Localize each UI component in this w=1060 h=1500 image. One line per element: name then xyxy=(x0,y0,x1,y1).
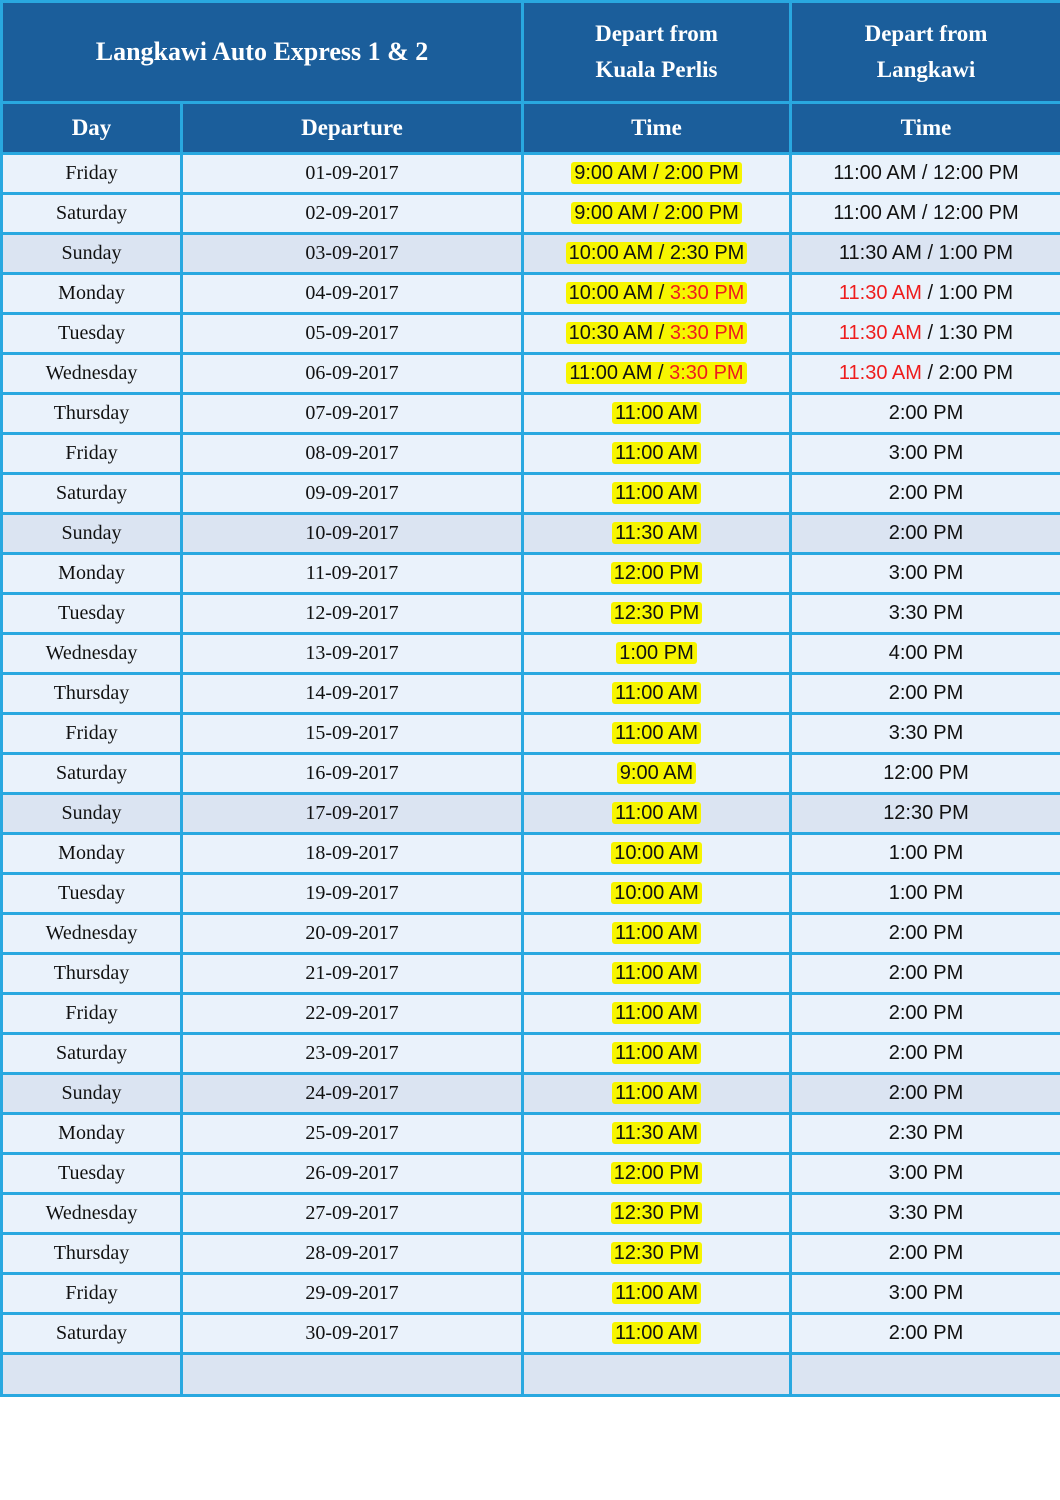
empty-cell xyxy=(523,1354,791,1396)
day-cell: Tuesday xyxy=(2,874,182,914)
time-segment: 3:30 PM xyxy=(888,602,964,624)
kuala-perlis-time-cell xyxy=(523,194,791,234)
departure-date-cell: 13-09-2017 xyxy=(182,634,523,674)
highlighted-time xyxy=(611,602,703,624)
highlighted-time xyxy=(612,402,701,424)
time-segment: 2:00 PM xyxy=(888,1082,964,1104)
day-cell: Tuesday xyxy=(2,314,182,354)
table-row xyxy=(2,1114,1060,1154)
day-cell: Tuesday xyxy=(2,1154,182,1194)
time-segment: 10:00 AM / xyxy=(568,282,670,304)
time-segment: 9:00 AM xyxy=(619,762,694,784)
table-row xyxy=(2,514,1060,554)
kuala-perlis-time-cell xyxy=(523,1114,791,1154)
day-cell: Friday xyxy=(2,1274,182,1314)
kuala-perlis-time-cell xyxy=(523,1314,791,1354)
langkawi-time-cell xyxy=(791,594,1060,634)
schedule-body xyxy=(2,154,1060,1396)
column-header-time-langkawi: Time xyxy=(791,103,1060,154)
time-segment: 3:30 PM xyxy=(669,322,745,344)
langkawi-time-cell xyxy=(791,714,1060,754)
time-segment: 2:00 PM xyxy=(888,1322,964,1344)
column-header-departure: Departure xyxy=(182,103,523,154)
header-depart-langkawi xyxy=(791,2,1060,103)
day-cell: Thursday xyxy=(2,394,182,434)
time-segment: 10:00 AM / 2:30 PM xyxy=(568,242,745,264)
time-segment: 2:00 PM xyxy=(888,962,964,984)
time-segment: 3:30 PM xyxy=(888,722,964,744)
langkawi-time-cell xyxy=(791,954,1060,994)
departure-date-cell: 10-09-2017 xyxy=(182,514,523,554)
empty-cell xyxy=(791,1354,1060,1396)
langkawi-time-cell xyxy=(791,794,1060,834)
time-segment: 11:00 AM xyxy=(614,922,699,944)
departure-date-cell: 17-09-2017 xyxy=(182,794,523,834)
departure-date-cell: 26-09-2017 xyxy=(182,1154,523,1194)
kuala-perlis-time-cell xyxy=(523,1274,791,1314)
day-cell: Friday xyxy=(2,154,182,194)
time-segment: 3:00 PM xyxy=(888,562,964,584)
table-row xyxy=(2,994,1060,1034)
kuala-perlis-time-cell xyxy=(523,234,791,274)
time-segment: 1:00 PM xyxy=(619,642,694,664)
kuala-perlis-time-cell xyxy=(523,674,791,714)
table-row xyxy=(2,594,1060,634)
day-cell: Monday xyxy=(2,1114,182,1154)
empty-cell xyxy=(182,1354,523,1396)
kuala-perlis-time-cell xyxy=(523,634,791,674)
day-cell: Sunday xyxy=(2,514,182,554)
time-segment: 2:00 PM xyxy=(888,522,964,544)
time-segment: 2:00 PM xyxy=(888,1002,964,1024)
table-row xyxy=(2,1234,1060,1274)
time-segment: 2:00 PM xyxy=(888,682,964,704)
table-row xyxy=(2,754,1060,794)
highlighted-time xyxy=(566,242,748,264)
highlighted-time xyxy=(616,642,696,664)
time-segment: 2:00 PM xyxy=(888,922,964,944)
time-segment: 12:30 PM xyxy=(613,1242,700,1264)
table-row xyxy=(2,714,1060,754)
langkawi-time-cell xyxy=(791,394,1060,434)
langkawi-time-cell xyxy=(791,1194,1060,1234)
highlighted-time xyxy=(611,1202,703,1224)
time-segment: 3:00 PM xyxy=(888,442,964,464)
langkawi-time-cell xyxy=(791,354,1060,394)
departure-date-cell: 12-09-2017 xyxy=(182,594,523,634)
kuala-perlis-time-cell xyxy=(523,594,791,634)
kuala-perlis-time-cell xyxy=(523,914,791,954)
departure-date-cell: 19-09-2017 xyxy=(182,874,523,914)
time-segment: 11:30 AM xyxy=(838,282,922,304)
day-cell: Saturday xyxy=(2,1314,182,1354)
departure-date-cell: 09-09-2017 xyxy=(182,474,523,514)
time-segment: 11:00 AM xyxy=(614,1322,699,1344)
time-segment: 2:30 PM xyxy=(888,1122,964,1144)
departure-date-cell: 23-09-2017 xyxy=(182,1034,523,1074)
departure-date-cell: 07-09-2017 xyxy=(182,394,523,434)
kuala-perlis-time-cell xyxy=(523,754,791,794)
langkawi-time-cell xyxy=(791,474,1060,514)
day-cell: Monday xyxy=(2,554,182,594)
departure-date-cell: 05-09-2017 xyxy=(182,314,523,354)
time-segment: 11:30 AM xyxy=(838,362,922,384)
table-row xyxy=(2,634,1060,674)
kuala-perlis-time-cell xyxy=(523,434,791,474)
time-segment: 9:00 AM / 2:00 PM xyxy=(574,162,739,184)
kuala-perlis-time-cell xyxy=(523,714,791,754)
time-segment: 11:30 AM xyxy=(614,522,699,544)
langkawi-time-cell xyxy=(791,1274,1060,1314)
langkawi-time-cell xyxy=(791,514,1060,554)
day-cell: Wednesday xyxy=(2,1194,182,1234)
table-row xyxy=(2,314,1060,354)
time-segment: 11:30 AM xyxy=(614,1122,699,1144)
kuala-perlis-time-cell xyxy=(523,514,791,554)
time-segment: 11:30 AM xyxy=(838,322,922,344)
departure-date-cell: 25-09-2017 xyxy=(182,1114,523,1154)
departure-date-cell: 02-09-2017 xyxy=(182,194,523,234)
column-header-time-kuala-perlis: Time xyxy=(523,103,791,154)
time-segment: / 2:00 PM xyxy=(921,362,1014,384)
departure-date-cell: 11-09-2017 xyxy=(182,554,523,594)
highlighted-time xyxy=(571,202,742,224)
table-row xyxy=(2,434,1060,474)
kuala-perlis-time-cell xyxy=(523,1074,791,1114)
header-lk-line2: Langkawi xyxy=(876,57,976,82)
table-row xyxy=(2,1154,1060,1194)
langkawi-time-cell xyxy=(791,1114,1060,1154)
highlighted-time xyxy=(612,1082,701,1104)
kuala-perlis-time-cell xyxy=(523,354,791,394)
day-cell: Sunday xyxy=(2,794,182,834)
highlighted-time xyxy=(612,922,701,944)
time-segment: 9:00 AM / 2:00 PM xyxy=(574,202,739,224)
highlighted-time xyxy=(617,762,696,784)
langkawi-time-cell xyxy=(791,994,1060,1034)
departure-date-cell: 27-09-2017 xyxy=(182,1194,523,1234)
highlighted-time xyxy=(612,1282,701,1304)
kuala-perlis-time-cell xyxy=(523,394,791,434)
time-segment: 11:00 AM xyxy=(614,682,699,704)
time-segment: 12:00 PM xyxy=(613,562,700,584)
time-segment: 11:00 AM xyxy=(614,962,699,984)
day-cell: Sunday xyxy=(2,234,182,274)
time-segment: 11:00 AM xyxy=(614,802,699,824)
highlighted-time xyxy=(611,562,703,584)
time-segment: 10:30 AM / xyxy=(568,322,670,344)
time-segment: 12:30 PM xyxy=(883,802,969,824)
langkawi-time-cell xyxy=(791,434,1060,474)
kuala-perlis-time-cell xyxy=(523,834,791,874)
highlighted-time xyxy=(612,802,701,824)
time-segment: 11:00 AM xyxy=(614,402,699,424)
table-row xyxy=(2,194,1060,234)
kuala-perlis-time-cell xyxy=(523,874,791,914)
column-header-day: Day xyxy=(2,103,182,154)
departure-date-cell: 04-09-2017 xyxy=(182,274,523,314)
day-cell: Friday xyxy=(2,434,182,474)
kuala-perlis-time-cell xyxy=(523,954,791,994)
table-row xyxy=(2,274,1060,314)
table-row xyxy=(2,1314,1060,1354)
time-segment: 1:00 PM xyxy=(888,882,964,904)
kuala-perlis-time-cell xyxy=(523,1034,791,1074)
time-segment: / 1:30 PM xyxy=(921,322,1014,344)
day-cell: Wednesday xyxy=(2,354,182,394)
header-depart-kuala-perlis xyxy=(523,2,791,103)
header-row-sub xyxy=(2,103,1060,154)
header-row-top xyxy=(2,2,1060,103)
langkawi-time-cell xyxy=(791,754,1060,794)
highlighted-time xyxy=(612,1042,701,1064)
time-segment: 11:00 AM / xyxy=(569,362,670,384)
day-cell: Saturday xyxy=(2,754,182,794)
day-cell: Saturday xyxy=(2,194,182,234)
time-segment: 12:30 PM xyxy=(613,602,700,624)
langkawi-time-cell xyxy=(791,674,1060,714)
langkawi-time-cell xyxy=(791,154,1060,194)
time-segment: 10:00 AM xyxy=(614,842,699,864)
table-row xyxy=(2,234,1060,274)
highlighted-time xyxy=(612,442,701,464)
time-segment: 11:00 AM / 12:00 PM xyxy=(833,162,1019,184)
departure-date-cell: 14-09-2017 xyxy=(182,674,523,714)
langkawi-time-cell xyxy=(791,1314,1060,1354)
kuala-perlis-time-cell xyxy=(523,1234,791,1274)
time-segment: 2:00 PM xyxy=(888,1242,964,1264)
empty-cell xyxy=(2,1354,182,1396)
time-segment: 11:00 AM / 12:00 PM xyxy=(833,202,1019,224)
day-cell: Friday xyxy=(2,994,182,1034)
highlighted-time xyxy=(566,322,748,344)
langkawi-time-cell xyxy=(791,834,1060,874)
departure-date-cell: 30-09-2017 xyxy=(182,1314,523,1354)
kuala-perlis-time-cell xyxy=(523,274,791,314)
day-cell: Saturday xyxy=(2,474,182,514)
header-lk-line1: Depart from xyxy=(864,21,988,46)
time-segment: 1:00 PM xyxy=(888,842,964,864)
header-kp-line1: Depart from xyxy=(595,21,718,46)
time-segment: 3:30 PM xyxy=(888,1202,964,1224)
time-segment: 12:00 PM xyxy=(613,1162,700,1184)
departure-date-cell: 24-09-2017 xyxy=(182,1074,523,1114)
langkawi-time-cell xyxy=(791,234,1060,274)
day-cell: Saturday xyxy=(2,1034,182,1074)
table-row xyxy=(2,354,1060,394)
time-segment: 11:30 AM / 1:00 PM xyxy=(838,242,1014,264)
empty-row xyxy=(2,1354,1060,1396)
highlighted-time xyxy=(611,1242,703,1264)
kuala-perlis-time-cell xyxy=(523,994,791,1034)
highlighted-time xyxy=(611,842,702,864)
time-segment: 3:00 PM xyxy=(888,1162,964,1184)
kuala-perlis-time-cell xyxy=(523,154,791,194)
day-cell: Thursday xyxy=(2,674,182,714)
day-cell: Thursday xyxy=(2,1234,182,1274)
langkawi-time-cell xyxy=(791,194,1060,234)
time-segment: 11:00 AM xyxy=(614,482,699,504)
highlighted-time xyxy=(612,482,701,504)
departure-date-cell: 21-09-2017 xyxy=(182,954,523,994)
langkawi-time-cell xyxy=(791,914,1060,954)
highlighted-time xyxy=(612,962,701,984)
table-row xyxy=(2,394,1060,434)
table-title: Langkawi Auto Express 1 & 2 xyxy=(2,2,523,103)
departure-date-cell: 18-09-2017 xyxy=(182,834,523,874)
langkawi-time-cell xyxy=(791,1154,1060,1194)
kuala-perlis-time-cell xyxy=(523,794,791,834)
kuala-perlis-time-cell xyxy=(523,474,791,514)
kuala-perlis-time-cell xyxy=(523,314,791,354)
time-segment: 11:00 AM xyxy=(614,1282,699,1304)
time-segment: 4:00 PM xyxy=(888,642,964,664)
time-segment: 2:00 PM xyxy=(888,482,964,504)
langkawi-time-cell xyxy=(791,554,1060,594)
time-segment: 12:00 PM xyxy=(883,762,969,784)
highlighted-time xyxy=(611,1162,703,1184)
highlighted-time xyxy=(571,162,742,184)
time-segment: 11:00 AM xyxy=(614,1042,699,1064)
day-cell: Wednesday xyxy=(2,914,182,954)
departure-date-cell: 06-09-2017 xyxy=(182,354,523,394)
departure-date-cell: 03-09-2017 xyxy=(182,234,523,274)
table-row xyxy=(2,914,1060,954)
time-segment: 2:00 PM xyxy=(888,402,964,424)
highlighted-time xyxy=(566,282,748,304)
table-row xyxy=(2,1074,1060,1114)
time-segment: 11:00 AM xyxy=(614,1082,699,1104)
langkawi-time-cell xyxy=(791,314,1060,354)
highlighted-time xyxy=(612,1002,701,1024)
highlighted-time xyxy=(612,722,701,744)
table-row xyxy=(2,874,1060,914)
time-segment: / 1:00 PM xyxy=(921,282,1014,304)
kuala-perlis-time-cell xyxy=(523,1154,791,1194)
day-cell: Wednesday xyxy=(2,634,182,674)
time-segment: 3:30 PM xyxy=(669,282,745,304)
day-cell: Monday xyxy=(2,834,182,874)
langkawi-time-cell xyxy=(791,1034,1060,1074)
day-cell: Thursday xyxy=(2,954,182,994)
highlighted-time xyxy=(566,362,746,384)
langkawi-time-cell xyxy=(791,874,1060,914)
time-segment: 3:00 PM xyxy=(888,1282,964,1304)
table-row xyxy=(2,674,1060,714)
departure-date-cell: 01-09-2017 xyxy=(182,154,523,194)
table-row xyxy=(2,1274,1060,1314)
table-row xyxy=(2,954,1060,994)
table-row xyxy=(2,834,1060,874)
departure-date-cell: 22-09-2017 xyxy=(182,994,523,1034)
time-segment: 11:00 AM xyxy=(614,1002,699,1024)
highlighted-time xyxy=(612,1322,701,1344)
time-segment: 11:00 AM xyxy=(614,442,699,464)
table-row xyxy=(2,554,1060,594)
highlighted-time xyxy=(612,1122,701,1144)
table-row xyxy=(2,794,1060,834)
table-row xyxy=(2,1034,1060,1074)
time-segment: 2:00 PM xyxy=(888,1042,964,1064)
highlighted-time xyxy=(612,682,701,704)
departure-date-cell: 28-09-2017 xyxy=(182,1234,523,1274)
highlighted-time xyxy=(611,882,702,904)
table-row xyxy=(2,1194,1060,1234)
departure-date-cell: 29-09-2017 xyxy=(182,1274,523,1314)
table-row xyxy=(2,474,1060,514)
kuala-perlis-time-cell xyxy=(523,554,791,594)
header-kp-line2: Kuala Perlis xyxy=(595,57,718,82)
day-cell: Sunday xyxy=(2,1074,182,1114)
time-segment: 12:30 PM xyxy=(613,1202,700,1224)
highlighted-time xyxy=(612,522,701,544)
departure-date-cell: 15-09-2017 xyxy=(182,714,523,754)
day-cell: Monday xyxy=(2,274,182,314)
time-segment: 3:30 PM xyxy=(669,362,744,384)
departure-date-cell: 16-09-2017 xyxy=(182,754,523,794)
time-segment: 10:00 AM xyxy=(614,882,699,904)
departure-date-cell: 20-09-2017 xyxy=(182,914,523,954)
langkawi-time-cell xyxy=(791,1234,1060,1274)
table-row xyxy=(2,154,1060,194)
time-segment: 11:00 AM xyxy=(614,722,699,744)
langkawi-time-cell xyxy=(791,634,1060,674)
day-cell: Tuesday xyxy=(2,594,182,634)
langkawi-time-cell xyxy=(791,274,1060,314)
day-cell: Friday xyxy=(2,714,182,754)
departure-date-cell: 08-09-2017 xyxy=(182,434,523,474)
langkawi-time-cell xyxy=(791,1074,1060,1114)
kuala-perlis-time-cell xyxy=(523,1194,791,1234)
